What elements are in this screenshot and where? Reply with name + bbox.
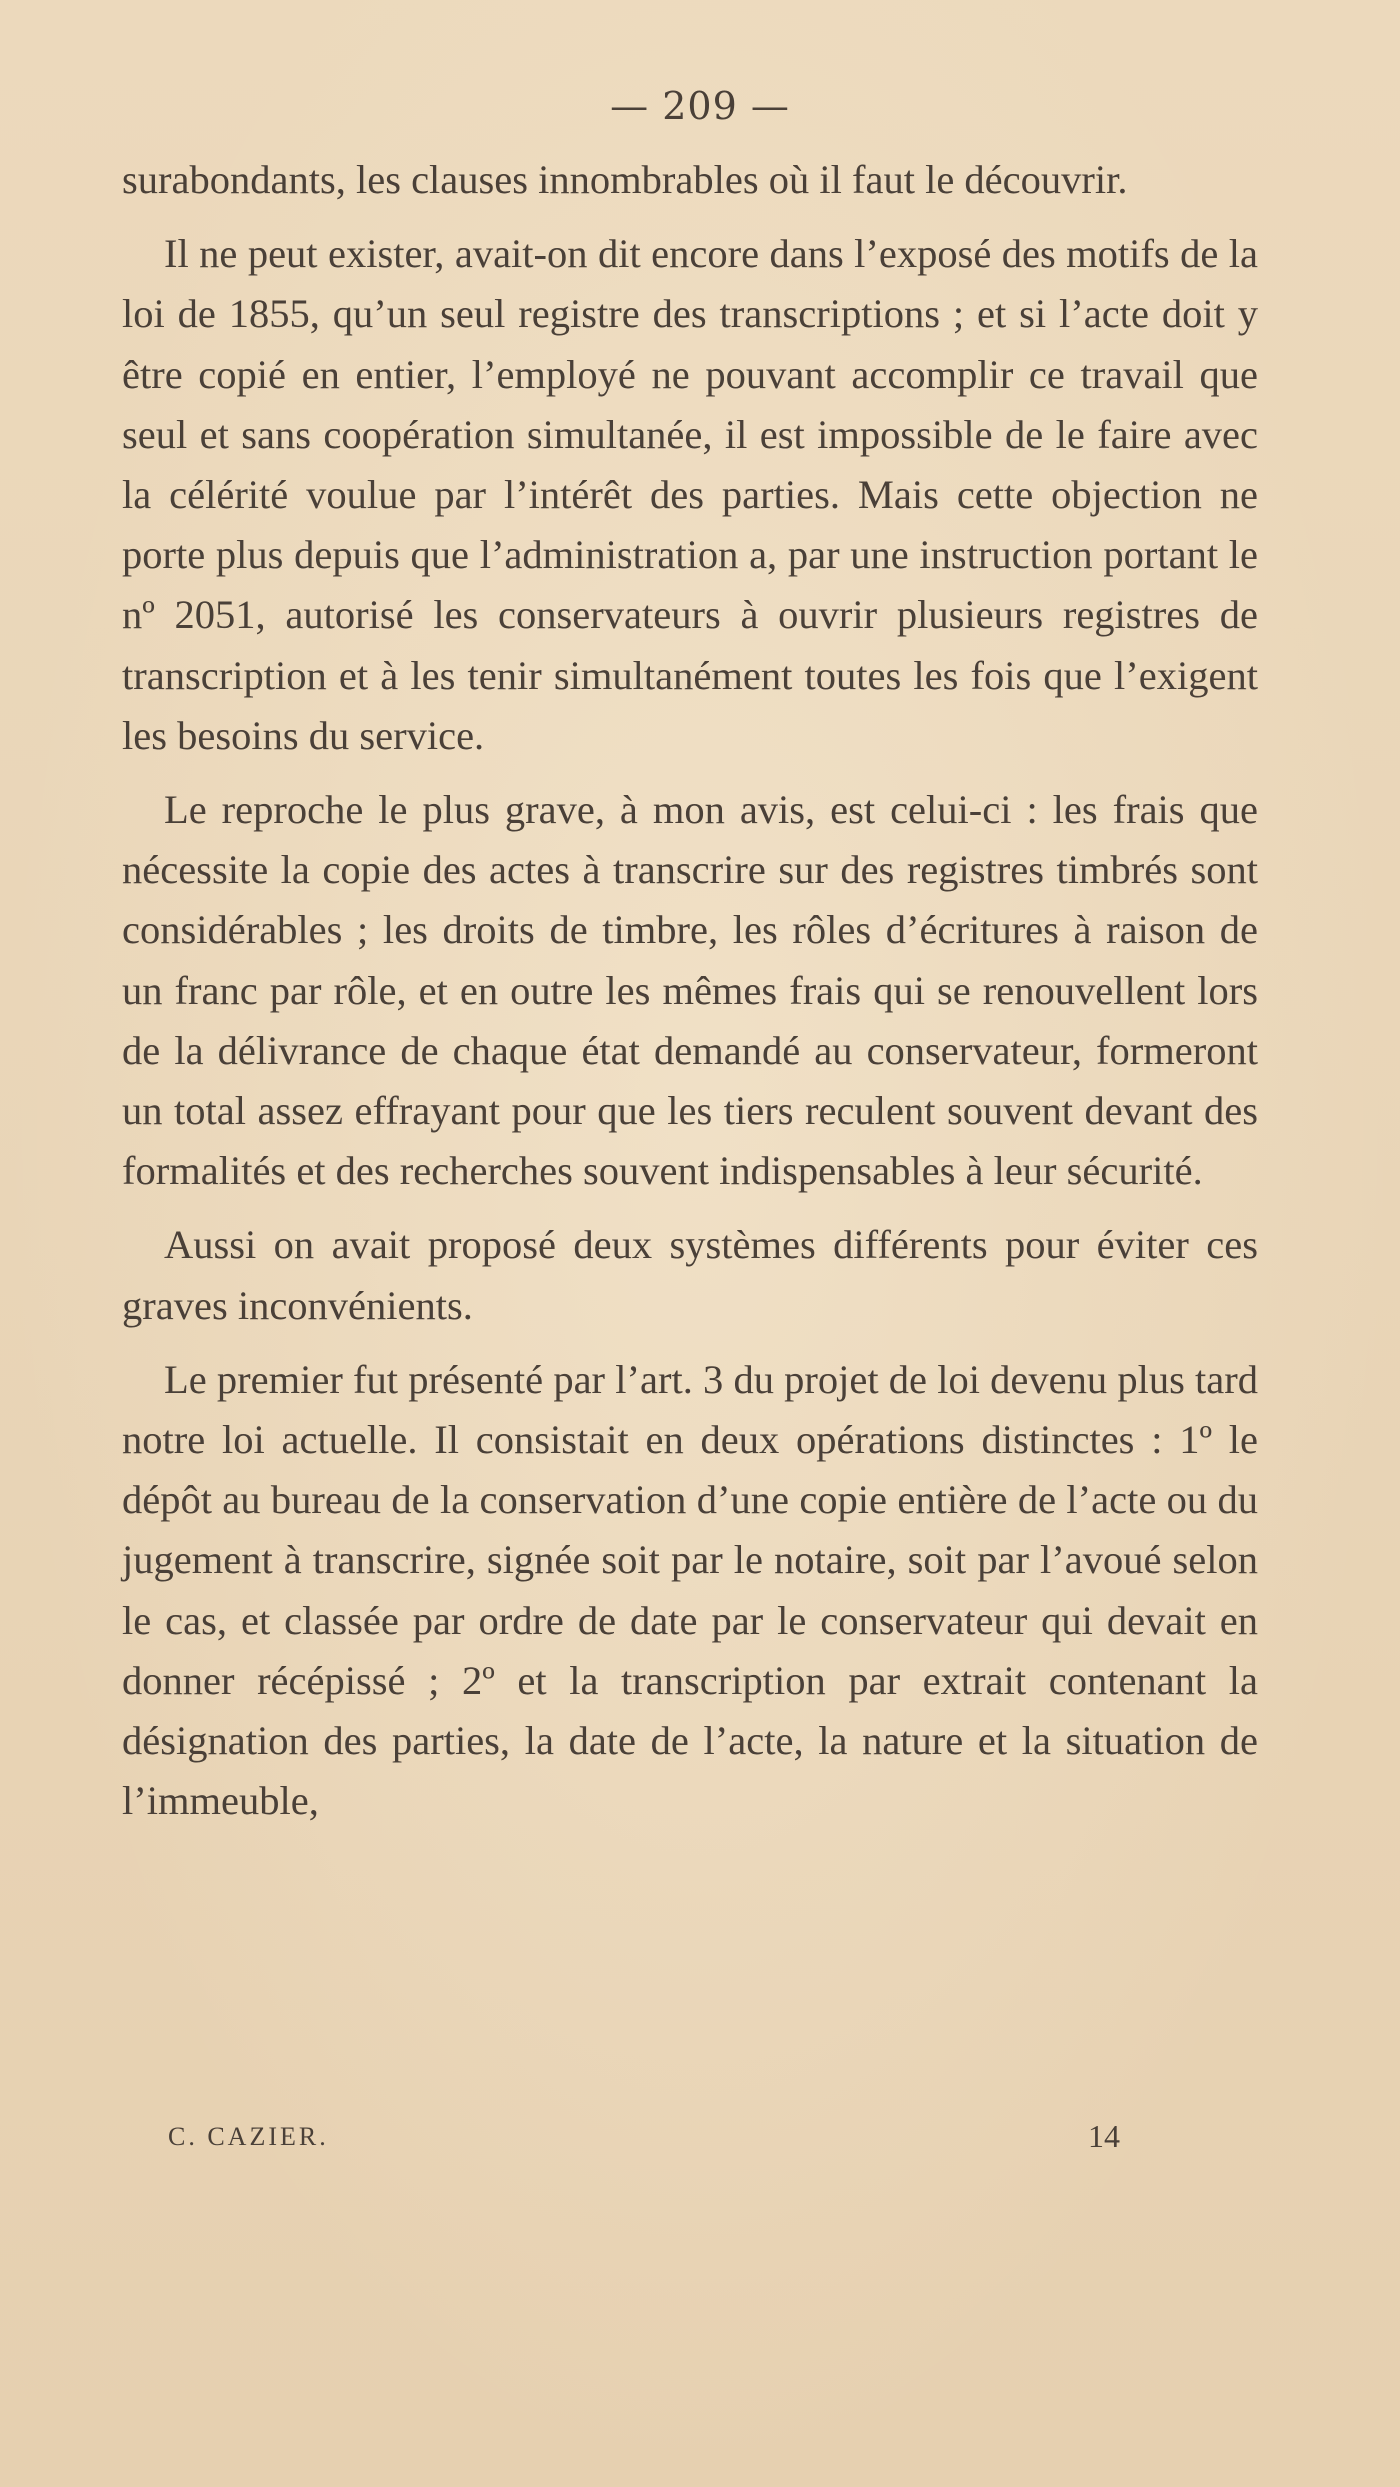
paragraph-continuation: surabondants, les clauses innombrables où il faut le découvrir. [122, 157, 1128, 202]
sheet-number: 14 [1088, 2118, 1120, 2154]
paragraph: Le reproche le plus grave, à mon avis, est celui-ci : les frais que nécessite la copie des actes à transcrire sur des registres timbrés sont considérables ; les droits de timbre, les rôles d’écritures à raison de un franc par rôle, et en outre les mêmes frais qui se renouvellent lors de la délivrance de chaque état demandé au conservateur, formeront un total assez effrayant pour que les tiers reculent souvent devant des formalités et des recherches souvent indispensables à leur sécurité. [122, 787, 1258, 1194]
paragraph: Aussi on avait proposé deux systèmes différents pour éviter ces graves inconvénients. [122, 1222, 1258, 1328]
paragraph: Le premier fut présenté par l’art. 3 du projet de loi devenu plus tard notre loi actuelle. Il consistait en deux opérations distinctes : 1º le dépôt au bureau de la conservation d’une copie entière de l’acte ou du jugement à transcrire, signée soit par le notaire, soit par l’avoué selon le cas, et classée par ordre de date par le conservateur qui devait en donner récépissé ; 2º et la transcription par extrait contenant la désignation des parties, la date de l’acte, la nature et la situation de l’immeuble, [122, 1356, 1258, 1824]
paragraph: Il ne peut exister, avait-on dit encore dans l’exposé des motifs de la loi de 1855, qu’un seul registre des transcriptions ; et si l’acte doit y être copié en entier, l’employé ne pouvant accomplir ce travail que seul et sans coopération simultanée, il est impossible de le faire avec la célérité voulue par l’intérêt des parties. Mais cette objection ne porte plus depuis que l’administration a, par une instruction portant le nº 2051, autorisé les conservateurs à ouvrir plusieurs registres de transcription et à les tenir simultanément toutes les fois que l’exigent les besoins du service. [122, 231, 1258, 758]
signature-mark: C. CAZIER. [168, 2122, 329, 2151]
page-number: — 209 — [610, 84, 790, 128]
body-text [122, 150, 1258, 1831]
